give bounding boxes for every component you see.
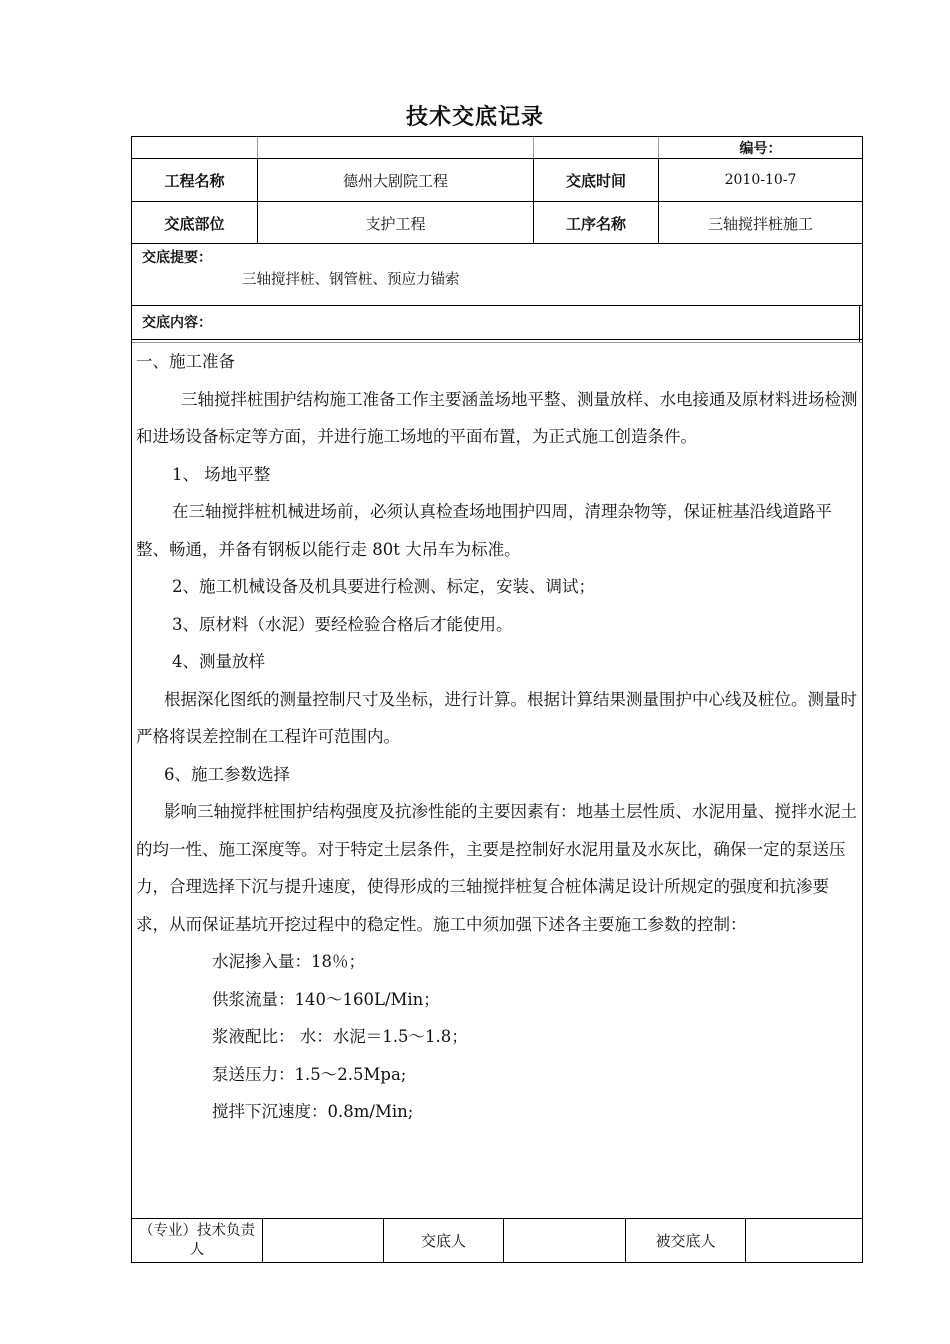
receiver-label: 被交底人: [655, 1232, 716, 1250]
process-value: 三轴搅拌桩施工: [707, 214, 813, 233]
disclosure-form: [131, 136, 863, 1263]
location-label: 交底部位: [164, 214, 225, 233]
presenter-signature-field[interactable]: [504, 1219, 625, 1262]
content-body: [136, 343, 858, 1131]
paragraph: 根据深化图纸的测量控制尺寸及坐标，进行计算。根据计算结果测量围护中心线及桩位。测量时严格将误差控制在工程许可范围内。: [136, 689, 857, 746]
item-heading: 4、测量放样: [172, 652, 265, 671]
summary-text: 三轴搅拌桩、钢管桩、预应力锚索: [242, 272, 460, 288]
item-heading: 1、 场地平整: [172, 464, 271, 484]
project-name-value: 德州大剧院工程: [342, 171, 448, 190]
location-value: 支护工程: [365, 214, 426, 233]
presenter-label: 交底人: [420, 1232, 466, 1250]
content-label: 交底内容：: [142, 315, 212, 331]
project-name-label: 工程名称: [164, 171, 225, 190]
paragraph: 影响三轴搅拌桩围护结构强度及抗渗性能的主要因素有：地基土层性质、水泥用量、搅拌水泥土的均一性、施工深度等。对于特定土层条件，主要是控制好水泥用量及水灰比，确保一定的泵送压力，合理选择下沉与提升速度，使得形成的三轴搅拌桩复合桩体满足设计所规定的强度和抗渗要求，从而保证基坑开挖过程中的稳定性。施工中须加强下述各主要施工参数的控制：: [136, 802, 857, 934]
item-heading: 6、施工参数选择: [164, 764, 290, 784]
parameter: 供浆流量：140～160L/Min；: [212, 989, 440, 1009]
receiver-signature-field[interactable]: [746, 1219, 861, 1262]
section-heading: 一、施工准备: [136, 352, 235, 371]
summary-label: 交底提要：: [142, 250, 212, 266]
item-heading: 2、施工机械设备及机具要进行检测、标定，安装、调试；: [172, 577, 595, 596]
divider: [859, 306, 860, 342]
parameter: 搅拌下沉速度：0.8m/Min;: [212, 1102, 414, 1121]
tech-lead-label: （专业）技术负责人: [139, 1222, 255, 1258]
process-label: 工序名称: [565, 214, 626, 233]
divider: [132, 339, 862, 340]
number-label: 编号：: [739, 141, 782, 157]
divider: [533, 137, 534, 159]
time-value: 2010-10-7: [724, 172, 797, 188]
divider: [132, 243, 862, 244]
divider: [132, 305, 862, 306]
parameter: 水泥掺入量：18％；: [212, 952, 365, 971]
tech-lead-signature-field[interactable]: [263, 1219, 383, 1262]
item-heading: 3、原材料（水泥）要经检验合格后才能使用。: [172, 614, 513, 634]
paragraph: 在三轴搅拌桩机械进场前，必须认真检查场地围护四周，清理杂物等，保证桩基沿线道路平整、畅通，并备有钢板以能行走 80t 大吊车为标准。: [136, 502, 832, 559]
time-label: 交底时间: [565, 171, 626, 190]
parameter: 浆液配比： 水：水泥＝1.5～1.8；: [212, 1027, 468, 1046]
paragraph: 三轴搅拌桩围护结构施工准备工作主要涵盖场地平整、测量放样、水电接通及原材料进场检测和进场设备标定等方面，并进行施工场地的平面布置，为正式施工创造条件。: [136, 389, 858, 446]
parameter: 泵送压力：1.5～2.5Mpa;: [212, 1064, 407, 1084]
document-title: 技术交底记录: [405, 105, 544, 130]
divider: [257, 137, 258, 159]
